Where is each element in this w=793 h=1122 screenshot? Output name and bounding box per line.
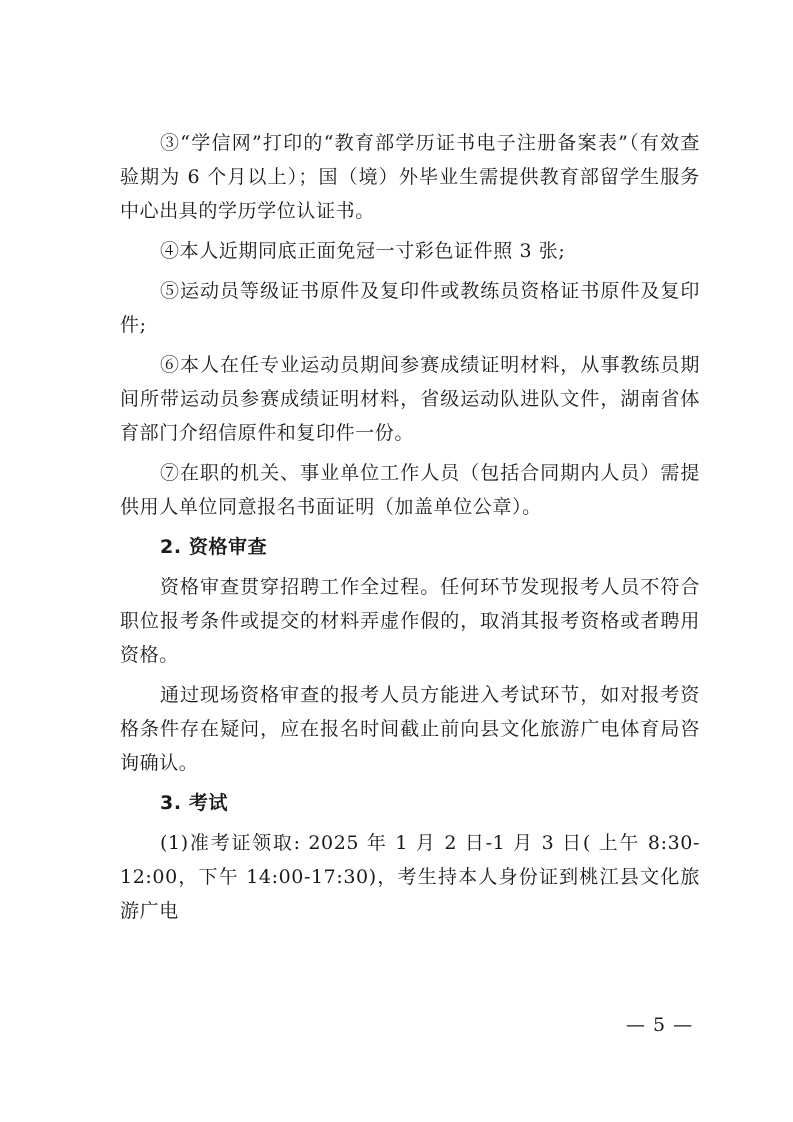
paragraph-item-3: ③“学信网”打印的“教育部学历证书电子注册备案表”（有效查验期为 6 个月以上）；国（境）外毕业生需提供教育部留学生服务中心出具的学历学位认证书。: [120, 132, 700, 222]
paragraph-qualification-review: 资格审查贯穿招聘工作全过程。任何环节发现报考人员不符合职位报考条件或提交的材料弄虚作假的，取消其报考资格或者聘用资格。: [120, 576, 700, 666]
section-heading-qualification-review: 2. 资格审查: [160, 536, 268, 558]
paragraph-admission-ticket: (1)准考证领取: 2025 年 1 月 2 日-1 月 3 日( 上午 8:30-12:00，下午 14:00-17:30)，考生持本人身份证到桃江县文化旅游广电: [120, 832, 700, 922]
paragraph-qualification-inquiry: 通过现场资格审查的报考人员方能进入考试环节，如对报考资格条件存在疑问，应在报名时间截止前向县文化旅游广电体育局咨询确认。: [120, 684, 700, 774]
paragraph-item-6: ⑥本人在任专业运动员期间参赛成绩证明材料，从事教练员期间所带运动员参赛成绩证明材料，省级运动队进队文件，湖南省体育部门介绍信原件和复印件一份。: [120, 354, 700, 444]
document-body: [120, 126, 700, 928]
paragraph-item-5: ⑤运动员等级证书原件及复印件或教练员资格证书原件及复印件;: [120, 280, 700, 336]
paragraph-item-4: ④本人近期同底正面免冠一寸彩色证件照 3 张;: [160, 240, 566, 262]
paragraph-item-7: ⑦在职的机关、事业单位工作人员（包括合同期内人员）需提供用人单位同意报名书面证明（加盖单位公章）。: [120, 462, 700, 518]
page-number: — 5 —: [626, 1014, 694, 1036]
section-heading-exam: 3. 考试: [160, 792, 229, 814]
